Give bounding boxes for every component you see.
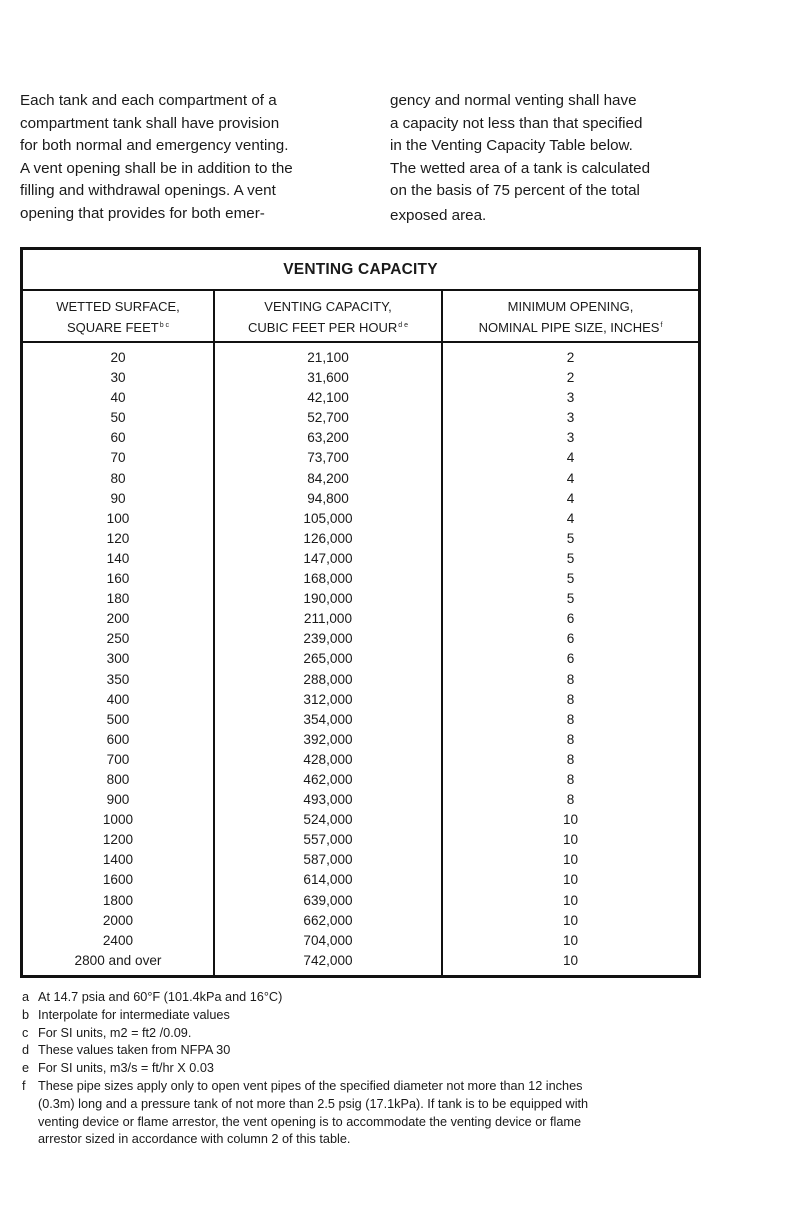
table-cell: 84,200 — [307, 470, 349, 486]
header-wetted-surface — [23, 291, 215, 341]
intro-line: Each tank and each compartment of a — [20, 92, 277, 109]
footnote — [22, 1042, 702, 1060]
table-cell: 140 — [106, 550, 130, 566]
footnote-text — [38, 1078, 702, 1149]
table-cell: 10 — [562, 832, 579, 848]
table-header-row — [23, 291, 698, 343]
table-cell: 2 — [566, 350, 575, 365]
table-cell: 3 — [566, 430, 575, 446]
table-cell: 1600 — [102, 872, 134, 888]
footnote — [22, 1025, 702, 1043]
table-cell: 21,100 — [307, 350, 349, 365]
table-cell: 50 — [110, 410, 126, 426]
table-cell: 1800 — [102, 892, 134, 908]
table-cell: 704,000 — [303, 932, 353, 948]
intro-line: a capacity not less than that specified — [390, 114, 643, 132]
footnote — [22, 1060, 702, 1078]
table-cell: 354,000 — [303, 711, 353, 727]
footnote-line: For SI units, m3/s = ft/hr X 0.03 — [38, 1061, 214, 1076]
venting-capacity-table — [20, 247, 701, 978]
column-minimum-opening — [443, 343, 698, 975]
table-cell: 500 — [106, 711, 130, 727]
table-cell: 147,000 — [303, 550, 353, 566]
table-cell: 4 — [566, 450, 575, 466]
intro-left-column — [20, 90, 342, 228]
table-cell: 211,000 — [303, 611, 353, 627]
header-line-with-note — [443, 316, 698, 337]
table-cell: 1200 — [102, 832, 134, 848]
footnote-label: a — [22, 990, 30, 1004]
table-cell: 31,600 — [307, 370, 349, 386]
table-cell: 20 — [110, 350, 126, 365]
table-cell: 800 — [106, 771, 130, 787]
table-cell: 40 — [110, 390, 126, 406]
table-cell: 300 — [106, 651, 130, 667]
table-cell: 8 — [566, 771, 575, 787]
table-cell: 700 — [106, 751, 130, 767]
table-cell: 5 — [566, 571, 575, 587]
intro-line: A vent opening shall be in addition to the — [20, 159, 293, 177]
table-cell: 100 — [106, 510, 130, 526]
header-line: MINIMUM OPENING, — [507, 299, 634, 314]
table-cell: 5 — [566, 550, 575, 566]
table-cell: 2400 — [102, 932, 134, 948]
table-cell: 6 — [566, 651, 575, 667]
table-cell: 5 — [566, 530, 575, 546]
table-cell: 168,000 — [303, 571, 353, 587]
footnote-line: These values taken from NFPA 30 — [38, 1043, 231, 1058]
table-cell: 105,000 — [303, 510, 353, 526]
table-cell: 662,000 — [303, 912, 353, 928]
intro-line: for both normal and emergency venting. — [20, 137, 289, 155]
footnote-label: e — [22, 1061, 30, 1076]
table-cell: 60 — [110, 430, 126, 446]
header-minimum-opening — [443, 291, 698, 341]
footnote-label: f — [22, 1078, 26, 1093]
table-cell: 8 — [566, 711, 575, 727]
table-cell: 493,000 — [303, 792, 353, 808]
footnote-text — [38, 1060, 702, 1078]
table-cell: 6 — [566, 611, 575, 627]
footnote — [22, 1078, 702, 1149]
header-line: WETTED SURFACE, — [56, 299, 180, 314]
table-cell: 265,000 — [303, 651, 353, 667]
table-cell: 1000 — [102, 812, 134, 828]
table-cell: 10 — [562, 932, 579, 948]
intro-line: in the Venting Capacity Table below. — [390, 137, 633, 155]
header-venting-capacity — [215, 291, 443, 341]
footnote — [22, 989, 702, 1007]
table-cell: 239,000 — [303, 631, 353, 647]
table-cell: 2000 — [102, 912, 134, 928]
table-cell: 6 — [566, 631, 575, 647]
footnotes — [22, 989, 702, 1149]
table-cell: 8 — [566, 731, 575, 747]
table-cell: 126,000 — [303, 530, 353, 546]
column-wetted-surface — [23, 343, 215, 975]
table-cell: 5 — [566, 591, 575, 607]
intro-line: The wetted area of a tank is calculated — [390, 159, 651, 177]
footnote-marker: f — [660, 322, 663, 329]
table-cell: 3 — [566, 410, 575, 426]
table-cell: 10 — [562, 812, 579, 828]
intro-right-column — [390, 90, 710, 228]
intro-line: compartment tank shall have provision — [20, 114, 280, 132]
footnote-text — [38, 1025, 702, 1043]
table-title: VENTING CAPACITY — [23, 250, 698, 291]
footnote-text — [38, 1042, 702, 1060]
table-cell: 10 — [562, 852, 579, 868]
table-cell: 639,000 — [303, 892, 353, 908]
intro-line: opening that provides for both emer- — [20, 204, 265, 222]
footnote-label: c — [22, 1025, 29, 1040]
table-cell: 600 — [106, 731, 130, 747]
header-line: VENTING CAPACITY, — [264, 299, 392, 314]
footnote-marker: b c — [159, 322, 170, 329]
table-cell: 312,000 — [303, 691, 353, 707]
footnote-line: At 14.7 psia and 60°F (101.4kPa and 16°C) — [38, 990, 283, 1004]
table-cell: 557,000 — [303, 832, 353, 848]
table-cell: 10 — [562, 952, 579, 968]
table-cell: 350 — [106, 671, 130, 687]
table-cell: 90 — [110, 490, 126, 506]
footnote-line: These pipe sizes apply only to open vent pipes of the specified diameter not more than 12 inches — [38, 1078, 583, 1093]
table-cell: 8 — [566, 792, 575, 808]
header-line: CUBIC FEET PER HOUR — [247, 320, 398, 335]
table-cell: 2800 and over — [74, 952, 162, 968]
footnote-line: venting device or flame arrestor, the vent opening is to accommodate the venting device or flame — [38, 1114, 582, 1129]
table-cell: 462,000 — [303, 771, 353, 787]
table-cell: 70 — [110, 450, 126, 466]
table-cell: 250 — [106, 631, 130, 647]
table-cell: 288,000 — [303, 671, 353, 687]
footnote — [22, 1007, 702, 1025]
table-cell: 94,800 — [307, 490, 349, 506]
header-line: SQUARE FEET — [66, 320, 159, 335]
table-cell: 30 — [110, 370, 126, 386]
table-cell: 4 — [566, 510, 575, 526]
table-cell: 42,100 — [307, 390, 349, 406]
table-cell: 3 — [566, 390, 575, 406]
header-line-with-note — [215, 316, 441, 337]
table-cell: 4 — [566, 470, 575, 486]
table-body — [23, 343, 698, 975]
table-cell: 52,700 — [307, 410, 349, 426]
table-cell: 180 — [106, 591, 130, 607]
table-cell: 4 — [566, 490, 575, 506]
table-cell: 1400 — [102, 852, 134, 868]
table-cell: 73,700 — [307, 450, 349, 466]
footnote-label: b — [22, 1007, 30, 1022]
footnote-line: arrestor sized in accordance with column 2 of this table. — [38, 1132, 351, 1147]
table-cell: 8 — [566, 671, 575, 687]
table-cell: 742,000 — [303, 952, 353, 968]
intro-line: gency and normal venting shall have — [390, 92, 637, 109]
table-cell: 120 — [106, 530, 130, 546]
table-cell: 8 — [566, 691, 575, 707]
intro-line: exposed area. — [390, 206, 487, 224]
table-cell: 392,000 — [303, 731, 353, 747]
table-cell: 190,000 — [303, 591, 353, 607]
table-cell: 80 — [110, 470, 126, 486]
intro-line: filling and withdrawal openings. A vent — [20, 182, 276, 200]
column-venting-capacity — [215, 343, 443, 975]
footnote-text — [38, 989, 702, 1007]
table-cell: 10 — [562, 892, 579, 908]
table-cell: 900 — [106, 792, 130, 808]
table-cell: 428,000 — [303, 751, 353, 767]
table-cell: 200 — [106, 611, 130, 627]
table-cell: 587,000 — [303, 852, 353, 868]
table-cell: 10 — [562, 912, 579, 928]
footnote-text — [38, 1007, 702, 1025]
footnote-line: Interpolate for intermediate values — [38, 1007, 230, 1022]
table-cell: 63,200 — [307, 430, 349, 446]
footnote-marker: d e — [398, 322, 408, 329]
table-cell: 160 — [106, 571, 130, 587]
header-line-with-note — [23, 316, 213, 337]
header-line: NOMINAL PIPE SIZE, INCHES — [478, 320, 660, 335]
intro-line: on the basis of 75 percent of the total — [390, 182, 640, 200]
table-cell: 10 — [562, 872, 579, 888]
table-cell: 8 — [566, 751, 575, 767]
footnote-line: For SI units, m2 = ft2 /0.09. — [38, 1025, 192, 1040]
table-cell: 2 — [566, 370, 575, 386]
table-cell: 614,000 — [303, 872, 353, 888]
table-cell: 524,000 — [303, 812, 353, 828]
table-cell: 400 — [106, 691, 130, 707]
intro-text — [20, 90, 710, 228]
footnote-label: d — [22, 1043, 30, 1058]
footnote-line: (0.3m) long and a pressure tank of not more than 2.5 psig (17.1kPa). If tank is to be equipped with — [38, 1096, 589, 1111]
